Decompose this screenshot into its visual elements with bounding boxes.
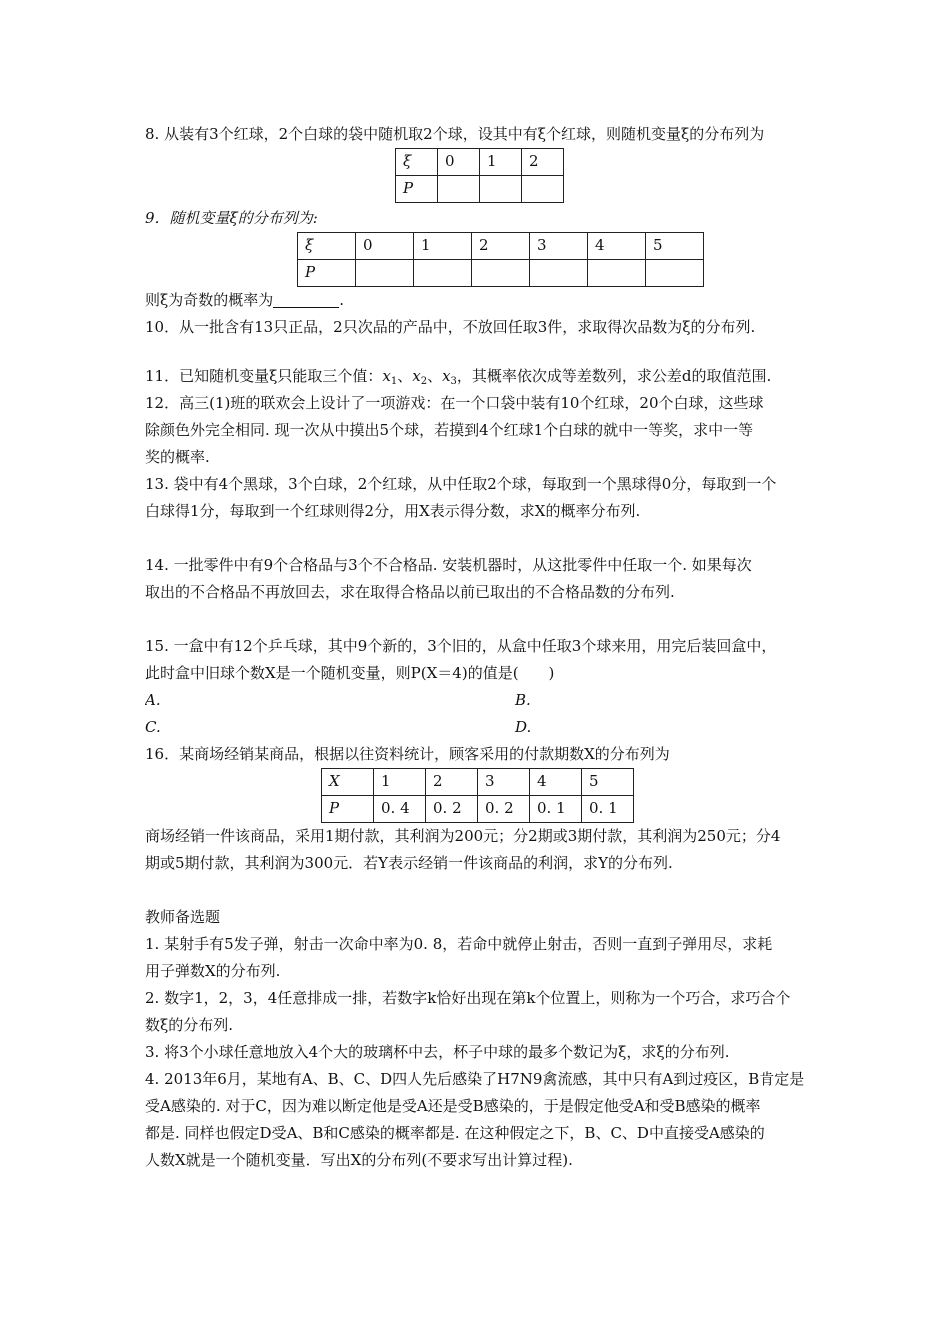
q11-post: ，其概率依次成等差数列，求公差d的取值范围. bbox=[456, 367, 772, 385]
teacher-line: 3. 将3个小球任意地放入4个大的玻璃杯中去，杯子中球的最多个数记为ξ，求ξ的分布列. bbox=[145, 1043, 730, 1061]
q13-line: 13. 袋中有4个黑球，3个白球，2个红球，从中任取2个球，每取到一个黑球得0分，每取到一个 bbox=[145, 475, 777, 493]
q11-pre: 11．已知随机变量ξ只能取三个值： bbox=[145, 367, 383, 385]
q16-text: 16．某商场经销某商品，根据以往资料统计，顾客采用的付款期数X的分布列为 bbox=[145, 745, 670, 763]
q9-cell bbox=[646, 260, 704, 287]
q9-table-row-probabilities bbox=[298, 260, 704, 287]
teacher-line: 人数X就是一个随机变量．写出X的分布列(不要求写出计算过程). bbox=[145, 1151, 573, 1169]
option-b: B. bbox=[515, 691, 531, 709]
q9-cell: P bbox=[298, 260, 356, 287]
option-d: D. bbox=[515, 718, 532, 736]
q8-table-row-probabilities bbox=[396, 176, 564, 203]
q9-cell bbox=[530, 260, 588, 287]
q8-cell: ξ bbox=[396, 149, 438, 176]
q16-table-row-values bbox=[322, 769, 634, 796]
q12-line: 奖的概率. bbox=[145, 448, 210, 466]
teacher-line: 数ξ的分布列. bbox=[145, 1016, 234, 1034]
q16-cell: 2 bbox=[426, 769, 478, 796]
q8-table-row-values bbox=[396, 149, 564, 176]
q9-cell: 3 bbox=[530, 233, 588, 260]
option-a: A. bbox=[145, 691, 161, 709]
q16-distribution-table bbox=[321, 768, 634, 823]
q9-distribution-table bbox=[297, 232, 704, 287]
q9-table-row-values bbox=[298, 233, 704, 260]
q13-line: 白球得1分，每取到一个红球则得2分，用X表示得分数，求X的概率分布列. bbox=[145, 502, 641, 520]
teacher-line: 2. 数字1，2，3，4任意排成一排，若数字k恰好出现在第k个位置上，则称为一个巧合，求巧合个 bbox=[145, 989, 791, 1007]
q11-sub3: 3 bbox=[450, 376, 457, 387]
q16-after-line: 期或5期付款，其利润为300元．若Y表示经销一件该商品的利润，求Y的分布列. bbox=[145, 854, 673, 872]
q8-cell bbox=[522, 176, 564, 203]
q12-line: 除颜色外完全相同. 现一次从中摸出5个球，若摸到4个红球1个白球的就中一等奖，求中一等 bbox=[145, 421, 754, 439]
q8-cell: P bbox=[396, 176, 438, 203]
q9-question bbox=[145, 287, 810, 314]
q15-options-row bbox=[145, 687, 810, 714]
q16-cell: X bbox=[322, 769, 374, 796]
q8-cell: 0 bbox=[438, 149, 480, 176]
problem-sheet bbox=[145, 121, 810, 1174]
q16-cell: 0. 4 bbox=[374, 796, 426, 823]
q11-x2: x bbox=[412, 367, 421, 385]
q8-cell bbox=[438, 176, 480, 203]
q9-after-end: . bbox=[339, 291, 345, 309]
q9-cell: 0 bbox=[356, 233, 414, 260]
teacher-line: 受A感染的. 对于C，因为难以断定他是受A还是受B感染的，于是假定他受A和受B感染的概率 bbox=[145, 1097, 761, 1115]
q16-after-line: 商场经销一件该商品，采用1期付款，其利润为200元；分2期或3期付款，其利润为250元；分4 bbox=[145, 827, 781, 845]
q15-line: 15. 一盒中有12个乒乓球，其中9个新的，3个旧的，从盒中任取3个球来用，用完后装回盒中， bbox=[145, 637, 777, 655]
q16-table-row-probabilities bbox=[322, 796, 634, 823]
q9-text: 9．随机变量ξ的分布列为: bbox=[145, 209, 318, 227]
q9-cell bbox=[414, 260, 472, 287]
q9-cell: 4 bbox=[588, 233, 646, 260]
q9-cell: 2 bbox=[472, 233, 530, 260]
teacher-line: 用子弹数X的分布列. bbox=[145, 962, 281, 980]
q8-distribution-table bbox=[395, 148, 564, 203]
q11-x1: x bbox=[382, 367, 391, 385]
q11-sub1: 1 bbox=[390, 376, 398, 387]
q14-line: 取出的不合格品不再放回去，求在取得合格品以前已取出的不合格品数的分布列. bbox=[145, 583, 675, 601]
q9-cell bbox=[588, 260, 646, 287]
q9-after-text: 则ξ为奇数的概率为 bbox=[145, 291, 274, 309]
q12-line: 12．高三(1)班的联欢会上设计了一项游戏：在一个口袋中装有10个红球，20个白球，这些球 bbox=[145, 394, 764, 412]
q9-cell bbox=[472, 260, 530, 287]
teacher-line: 都是. 同样也假定D受A、B和C感染的概率都是. 在这种假定之下，B、C、D中直接受A感染的 bbox=[145, 1124, 765, 1142]
q8-cell: 2 bbox=[522, 149, 564, 176]
q16-cell: 0. 2 bbox=[478, 796, 530, 823]
q11-sub2: 2 bbox=[420, 376, 428, 387]
q11-x3: x bbox=[442, 367, 451, 385]
option-c: C. bbox=[145, 718, 161, 736]
q16-cell: 4 bbox=[530, 769, 582, 796]
answer-blank[interactable] bbox=[273, 292, 339, 308]
q10-text: 10．从一批含有13只正品，2只次品的产品中，不放回任取3件，求取得次品数为ξ的分布列. bbox=[145, 318, 756, 336]
q9-cell bbox=[356, 260, 414, 287]
q9-cell: ξ bbox=[298, 233, 356, 260]
q15-line: 此时盒中旧球个数X是一个随机变量，则P(X＝4)的值是( ) bbox=[145, 664, 555, 682]
q14-line: 14. 一批零件中有9个合格品与3个不合格品. 安装机器时，从这批零件中任取一个. 如果每次 bbox=[145, 556, 752, 574]
q11-text: 11．已知随机变量ξ只能取三个值：$x_1$、$x_2$、$x_3$，其概率依次成等差数列，求公差d的取值范围. bbox=[145, 367, 772, 387]
q15-options-row bbox=[145, 714, 810, 741]
teacher-line: 1. 某射手有5发子弹，射击一次命中率为0. 8，若命中就停止射击，否则一直到子弹用尽，求耗 bbox=[145, 935, 773, 953]
q8-cell bbox=[480, 176, 522, 203]
q16-cell: 5 bbox=[582, 769, 634, 796]
q8-cell: 1 bbox=[480, 149, 522, 176]
q16-cell: 0. 1 bbox=[582, 796, 634, 823]
teacher-line: 4. 2013年6月，某地有A、B、C、D四人先后感染了H7N9禽流感，其中只有A到过疫区，B肯定是 bbox=[145, 1070, 805, 1088]
q16-cell: 3 bbox=[478, 769, 530, 796]
q9-cell: 1 bbox=[414, 233, 472, 260]
q16-cell: 0. 2 bbox=[426, 796, 478, 823]
q8-text: 8. 从装有3个红球，2个白球的袋中随机取2个球，设其中有ξ个红球，则随机变量ξ的分布列为 bbox=[145, 125, 765, 143]
q16-cell: P bbox=[322, 796, 374, 823]
q16-cell: 0. 1 bbox=[530, 796, 582, 823]
teacher-heading: 教师备选题 bbox=[145, 908, 221, 926]
q16-cell: 1 bbox=[374, 769, 426, 796]
q9-cell: 5 bbox=[646, 233, 704, 260]
